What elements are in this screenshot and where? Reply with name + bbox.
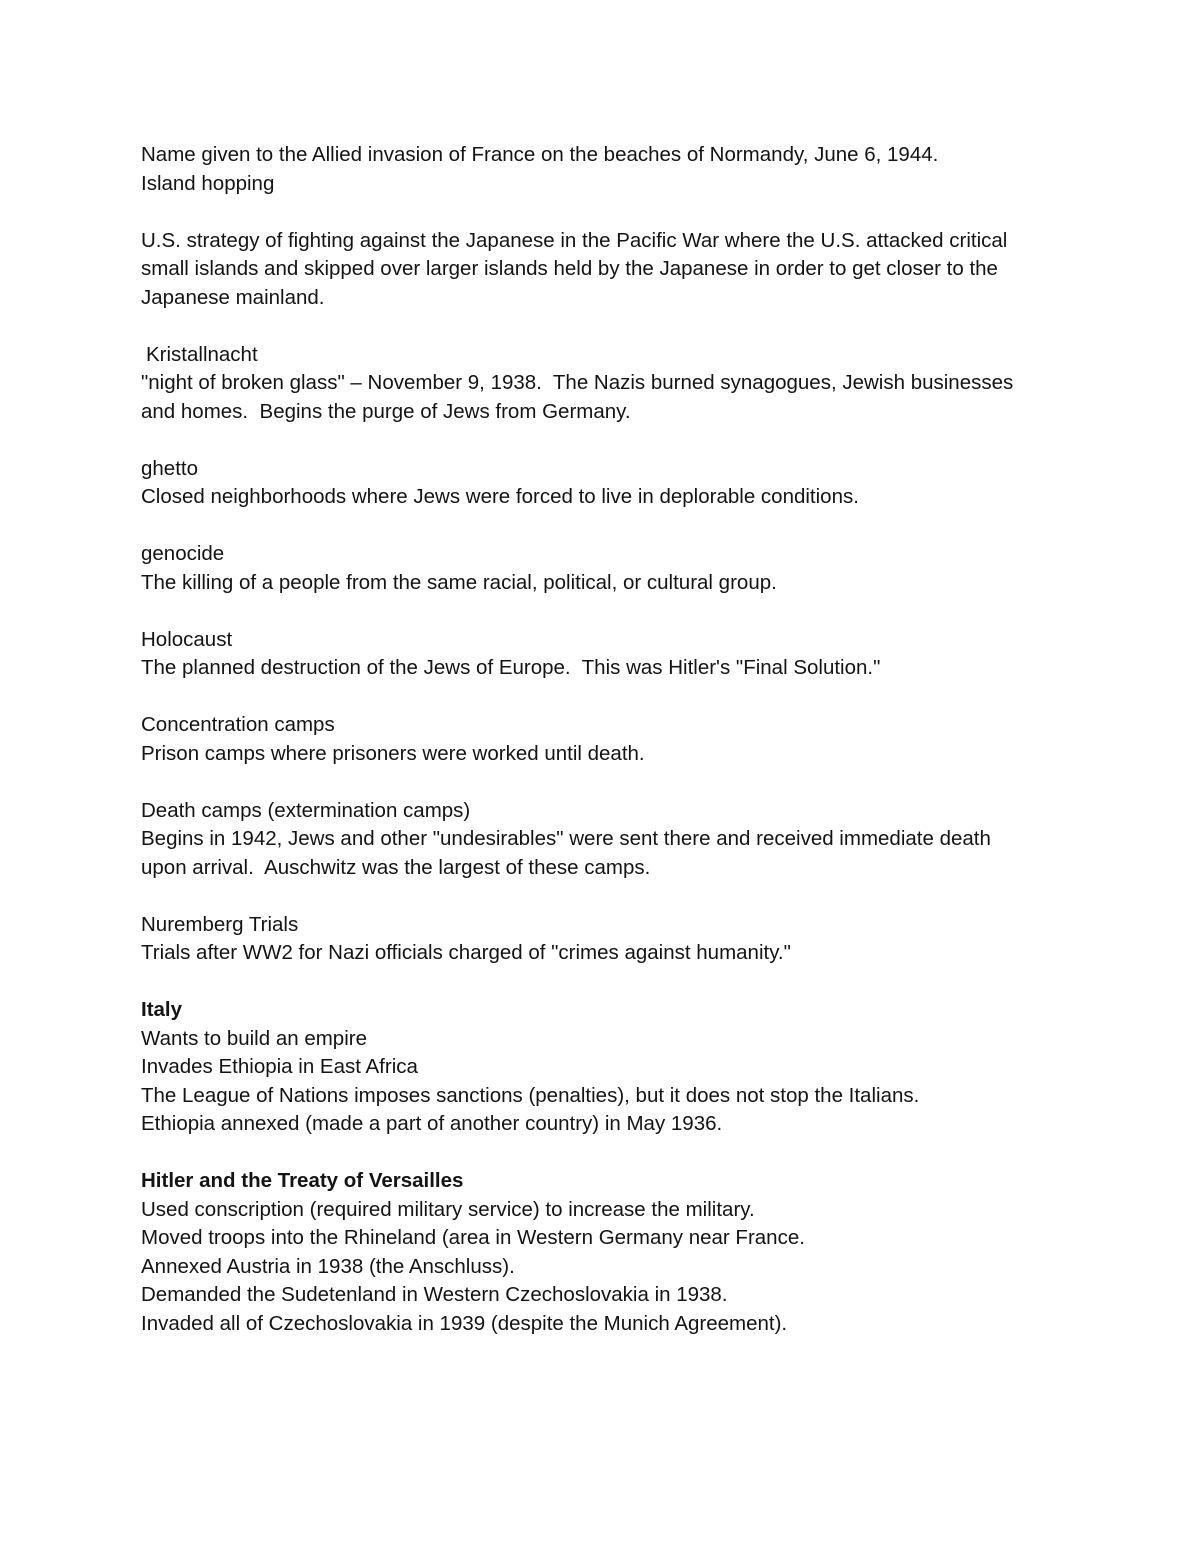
hitler-item: Invaded all of Czechoslovakia in 1939 (despite the Munich Agreement). [141,1311,788,1335]
ghetto-definition: Closed neighborhoods where Jews were forced to live in deplorable conditions. [141,485,859,508]
term-concentration-camps: Concentration camps [141,713,335,736]
term-island-hopping: Island hopping [141,171,275,195]
document-page [141,141,1071,1338]
holocaust-definition: The planned destruction of the Jews of Europe. This was Hitler's "Final Solution." [141,656,881,679]
concentration-camps-definition: Prison camps where prisoners were worked until death. [141,741,645,765]
hitler-item: Moved troops into the Rhineland (area in Western Germany near France. [141,1226,805,1249]
death-camps-definition-line-2: upon arrival. Auschwitz was the largest of these camps. [141,855,651,879]
island-hopping-definition-line-3: Japanese mainland. [141,285,325,309]
spacer [141,597,1071,626]
island-hopping-definition-line-1: U.S. strategy of fighting against the Japanese in the Pacific War where the U.S. attacked critical [141,228,1008,252]
section-heading-hitler-versailles: Hitler and the Treaty of Versailles [141,1169,464,1192]
italy-item: Wants to build an empire [141,1026,367,1050]
term-holocaust: Holocaust [141,627,233,651]
hitler-item: Demanded the Sudetenland in Western Czechoslovakia in 1938. [141,1283,728,1306]
hitler-item: Annexed Austria in 1938 (the Anschluss). [141,1254,515,1278]
term-death-camps: Death camps (extermination camps) [141,798,471,822]
italy-item: The League of Nations imposes sanctions (penalties), but it does not stop the Italians. [141,1083,920,1107]
section-heading-italy: Italy [141,998,183,1021]
spacer [141,198,1071,227]
spacer [141,882,1071,911]
spacer [141,683,1071,712]
genocide-definition: The killing of a people from the same racial, political, or cultural group. [141,570,777,594]
hitler-item: Used conscription (required military service) to increase the military. [141,1197,755,1221]
italy-item: Ethiopia annexed (made a part of another country) in May 1936. [141,1112,723,1135]
spacer [141,968,1071,997]
spacer [141,426,1071,455]
kristallnacht-definition-line-1: "night of broken glass" – November 9, 1938. The Nazis burned synagogues, Jewish businesses [141,371,1014,394]
kristallnacht-definition-line-2: and homes. Begins the purge of Jews from Germany. [141,399,631,423]
term-ghetto: ghetto [141,456,198,480]
term-kristallnacht: Kristallnacht [146,342,258,366]
island-hopping-definition-line-2: small islands and skipped over larger islands held by the Japanese in order to get closer to the [141,257,998,280]
intro-definition-line: Name given to the Allied invasion of France on the beaches of Normandy, June 6, 1944. [141,143,939,166]
spacer [141,1139,1071,1168]
term-genocide: genocide [141,542,225,565]
term-nuremberg-trials: Nuremberg Trials [141,912,299,936]
spacer [141,768,1071,797]
death-camps-definition-line-1: Begins in 1942, Jews and other "undesirables" were sent there and received immediate death [141,827,991,850]
spacer [141,512,1071,541]
spacer [141,312,1071,341]
nuremberg-trials-definition: Trials after WW2 for Nazi officials charged of "crimes against humanity." [141,941,791,964]
italy-item: Invades Ethiopia in East Africa [141,1055,418,1078]
